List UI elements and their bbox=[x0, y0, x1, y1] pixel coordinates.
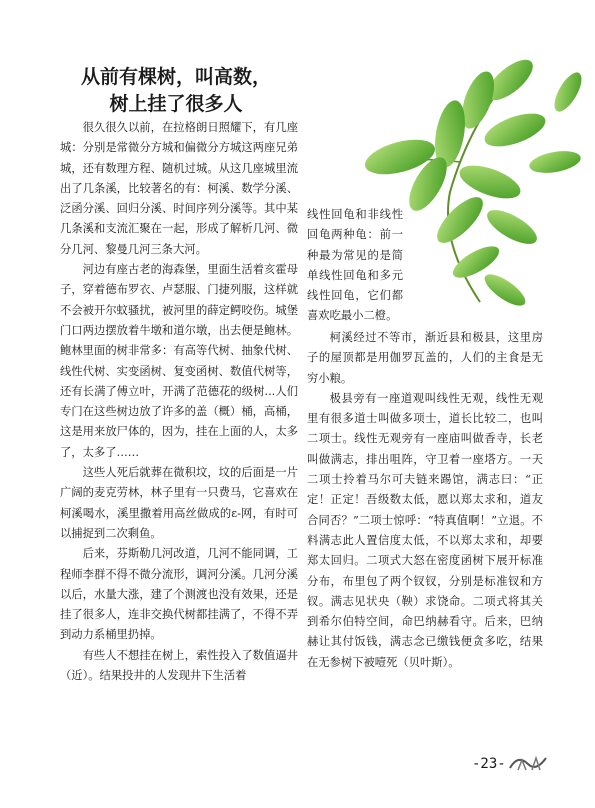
page-number: -23- bbox=[472, 756, 506, 772]
paragraph: 有些人不想挂在树上，索性投入了数值逼井（近）。结果投井的人发现井下生活着 bbox=[60, 648, 298, 683]
paragraph: 后来，芬斯勒几河改道，几河不能同调，工程师李群不得不微分流形，调河分溪。几河分溪以后，水量大涨，建了个测渡也没有效果，还是挂了很多人，连非交换代树都挂满了，不得不弄到动力系桶里扔掉。 bbox=[60, 547, 298, 642]
title-line-2: 树上挂了很多人 bbox=[109, 93, 243, 115]
paragraph: 线性回龟和非线性回龟两种龟：前一种最为常见的是简单线性回龟和多元线性回龟，它们都喜欢吃最小二橙。 bbox=[307, 208, 403, 323]
paragraph: 很久很久以前，在拉格朗日照耀下，有几座城：分别是常微分方城和偏微分方城这两座兄弟城，还有数理方程、随机过城。从这几座城里流出了几条溪，比较著名的有：柯溪、数学分溪、泛函分溪、回归分溪、时间序列分溪等。其中某几条溪和支流汇聚在一起，形成了解析几河、微分几河、黎曼几河三条大河。 bbox=[60, 121, 298, 256]
article-title bbox=[60, 64, 292, 118]
left-column bbox=[60, 118, 298, 686]
paragraph: 柯溪经过不等市，渐近县和极县，这里房子的屋顶都是用伽罗瓦盖的，人们的主食是无穷小粮。 bbox=[307, 331, 543, 385]
ornament-icon bbox=[508, 750, 548, 776]
paragraph: 河边有座古老的海森堡，里面生活着亥霍母子，穿着德布罗衣、卢瑟服、门捷列服，这样就不会被开尔蚊骚扰，被河里的薛定鳄咬伤。城堡门口两边摆放着牛墩和道尔墩，出去便是鲍林。鲍林里面的树非常多：有高等代树、抽象代树、线性代树、实变函树、复变函树、数值代树等，还有长满了傅立叶，开满了范德花的级树...人们专门在这些树边放了许多的盖（概）桶，高桶，这是用来放尸体的，因为，挂在上面的人，太多了，太多了…… bbox=[60, 263, 298, 459]
right-top-column bbox=[307, 205, 403, 327]
paragraph: 极县旁有一座道观叫线性无观，线性无观里有很多道士叫做多项士，道长比较二，也叫二项士。线性无观旁有一座庙叫做香寺，长老叫做满志，排出咀阵，守卫着一座塔方。一天二项士拎着马尔可夫链来踢馆，满志曰：“正定！正定！吾级数太低，愿以郑太求和，道友合同否？”二项士惊呼：“特真值啊！”立退。不料满志此人置信度太低，不以郑太求和，却要郑太回归。二项式大怒在密度函树下展开标准分布，布里包了两个钗钗，分别是标准钗和方钗。满志见状央（鞅）求饶命。二项式将其关到希尔伯特空间，命巴纳赫看守。后来，巴纳赫让其付饭钱，满志念已缴钱便贪多吃，结果在无参树下被噎死（贝叶斯）。 bbox=[307, 391, 543, 669]
paragraph: 这些人死后就葬在微积坟，坟的后面是一片广阔的麦克劳林，林子里有一只费马，它喜欢在柯溪喝水，溪里撒着用高丝做成的ε-网，有时可以捕捉到二次剩鱼。 bbox=[60, 466, 298, 540]
right-bottom-column bbox=[307, 328, 543, 673]
title-line-1: 从前有棵树，叫高数， bbox=[80, 66, 271, 88]
